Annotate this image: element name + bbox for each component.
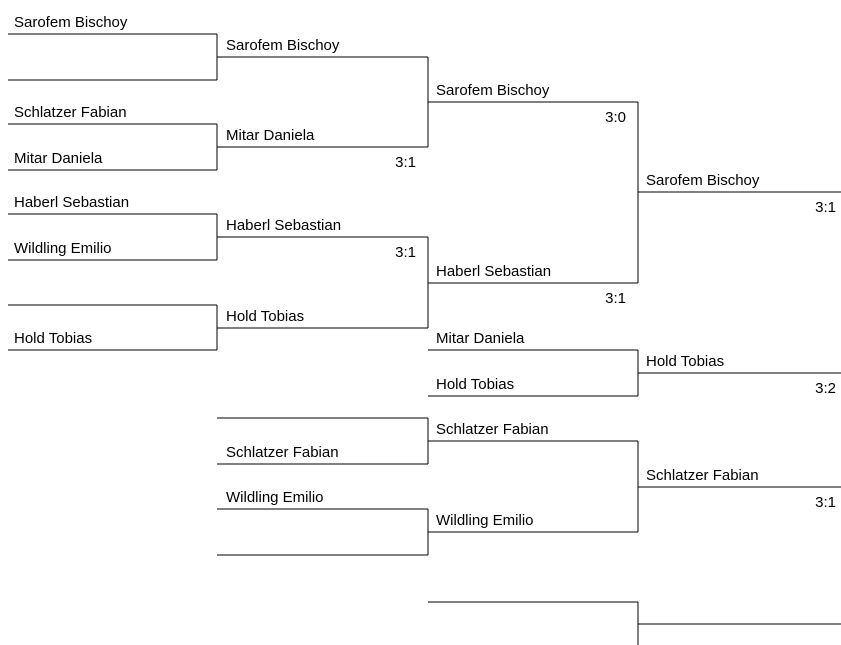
round1-player-3: Schlatzer Fabian	[14, 104, 127, 121]
round2-player-4: Hold Tobias	[226, 308, 305, 325]
final-winner: Sarofem Bischoy	[646, 172, 760, 189]
final-score: 3:1	[815, 199, 836, 216]
third-place-player-2: Hold Tobias	[436, 376, 515, 393]
third-place-score: 3:2	[815, 380, 836, 397]
round2-player-1: Sarofem Bischoy	[226, 37, 340, 54]
bracket-labels	[14, 14, 836, 529]
round3-score-2: 3:1	[605, 290, 626, 307]
round1-player-1: Sarofem Bischoy	[14, 14, 128, 31]
round3-score-1: 3:0	[605, 109, 626, 126]
third-place-player-1: Mitar Daniela	[436, 330, 525, 347]
bracket-lines	[8, 34, 841, 645]
playoff-a-player-1: Schlatzer Fabian	[226, 444, 339, 461]
playoff-b-player-1: Schlatzer Fabian	[436, 421, 549, 438]
round1-player-6: Wildling Emilio	[14, 240, 112, 257]
round2-player-2: Mitar Daniela	[226, 127, 315, 144]
round1-player-4: Mitar Daniela	[14, 150, 103, 167]
round3-player-2: Haberl Sebastian	[436, 263, 552, 280]
third-place-winner: Hold Tobias	[646, 353, 725, 370]
playoff-a-player-2: Wildling Emilio	[226, 489, 324, 506]
round2-score-2: 3:1	[395, 244, 416, 261]
round1-player-8: Hold Tobias	[14, 330, 93, 347]
round1-player-5: Haberl Sebastian	[14, 194, 130, 211]
playoff-c-score: 3:1	[815, 494, 836, 511]
playoff-b-player-2: Wildling Emilio	[436, 512, 534, 529]
round3-player-1: Sarofem Bischoy	[436, 82, 550, 99]
round2-score-1: 3:1	[395, 154, 416, 171]
playoff-c-winner: Schlatzer Fabian	[646, 467, 759, 484]
round2-player-3: Haberl Sebastian	[226, 217, 342, 234]
